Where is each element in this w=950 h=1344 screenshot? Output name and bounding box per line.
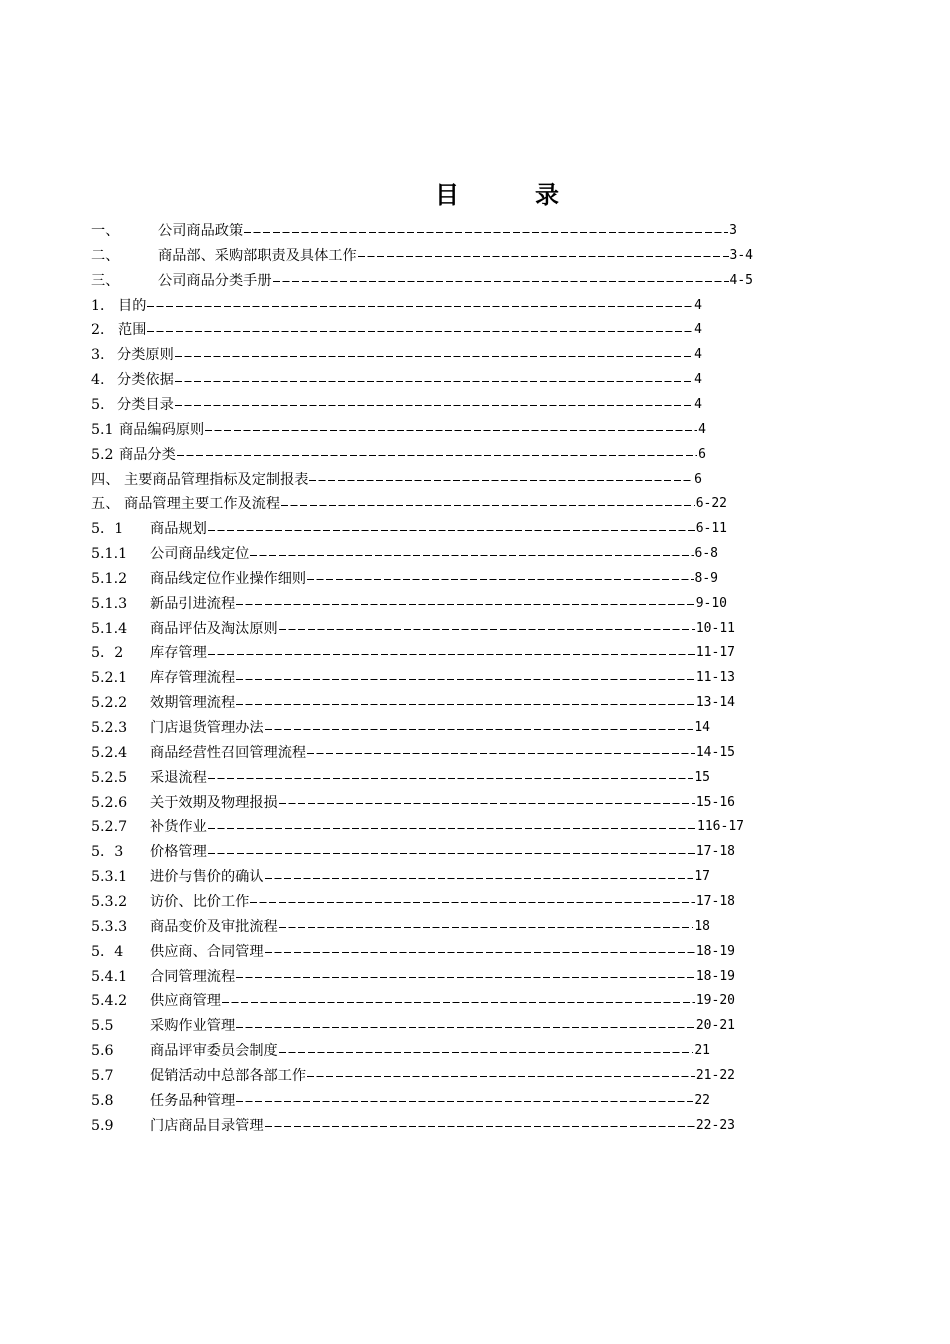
- toc-entry-number: 3.: [91, 347, 105, 364]
- toc-entry-number: 5．1: [91, 521, 124, 538]
- toc-entry-title: 访价、比价工作: [150, 893, 250, 910]
- toc-entry-page: 6-8: [694, 546, 718, 562]
- toc-entry-number: 5.4.2: [91, 993, 128, 1010]
- toc-entry-title: 公司商品分类手册: [158, 272, 272, 289]
- toc-entry-number: 5.1.4: [91, 620, 128, 637]
- toc-entry-title: 采购作业管理: [150, 1018, 236, 1035]
- toc-entry-page: 19-20: [695, 993, 735, 1009]
- toc-entry-page: 22: [694, 1092, 710, 1108]
- toc-entry-page: 4: [694, 396, 702, 412]
- toc-entry-title: 商品线定位作业操作细则: [150, 570, 307, 587]
- toc-leader-line: [273, 281, 729, 282]
- toc-leader-line: [281, 505, 695, 506]
- toc-entry-title: 范围: [118, 322, 147, 339]
- toc-leader-line: [309, 480, 693, 481]
- toc-leader-line: [265, 878, 694, 879]
- toc-leader-line: [307, 579, 693, 580]
- toc-leader-line: [236, 704, 695, 705]
- toc-entry-page: 6-11: [695, 521, 727, 537]
- toc-entry[interactable]: [91, 940, 735, 964]
- toc-entry-number: 5.1: [91, 421, 114, 438]
- toc-entry-page: 6: [698, 446, 706, 462]
- toc-entry-title: 公司商品线定位: [150, 546, 250, 563]
- toc-entry-page: 4: [694, 347, 702, 363]
- toc-entry[interactable]: [91, 1114, 735, 1138]
- toc-entry-number: 三、: [91, 272, 120, 289]
- toc-entry-number: 5.6: [91, 1043, 114, 1060]
- toc-entry-number: 5.7: [91, 1067, 114, 1084]
- toc-entry-title: 库存管理: [150, 645, 207, 662]
- toc-entry-number: 四、: [91, 471, 120, 488]
- toc-entry[interactable]: [91, 915, 710, 939]
- toc-entry-title: 库存管理流程: [150, 670, 236, 687]
- toc-entry[interactable]: [91, 343, 702, 367]
- toc-entry-title: 分类目录: [117, 396, 174, 413]
- toc-leader-line: [307, 1076, 695, 1077]
- toc-entry-number: 5.5: [91, 1018, 114, 1035]
- toc-entry-number: 5.: [91, 396, 105, 413]
- toc-entry-page: 4: [698, 421, 706, 437]
- toc-entry-title: 效期管理流程: [150, 695, 236, 712]
- toc-entry-number: 5.4.1: [91, 968, 128, 985]
- toc-entry-page: 15: [694, 769, 710, 785]
- toc-entry-title: 商品变价及审批流程: [150, 918, 278, 935]
- toc-entry[interactable]: [91, 443, 706, 467]
- toc-entry[interactable]: [91, 716, 710, 740]
- toc-entry-page: 9-10: [695, 595, 727, 611]
- toc-entry-number: 5.8: [91, 1092, 114, 1109]
- toc-entry-page: 14-15: [695, 744, 735, 760]
- toc-leader-line: [177, 455, 697, 456]
- toc-leader-line: [236, 679, 695, 680]
- toc-entry[interactable]: [91, 791, 735, 815]
- toc-entry[interactable]: [91, 840, 735, 864]
- toc-entry-page: 14: [694, 720, 710, 735]
- toc-entry-page: 6-22: [695, 496, 727, 512]
- toc-entry[interactable]: [91, 368, 702, 392]
- toc-entry[interactable]: [91, 1064, 735, 1088]
- toc-entry-title: 商品评估及淘汰原则: [150, 620, 278, 637]
- toc-entry[interactable]: [91, 641, 735, 665]
- toc-entry-number: 5.2.5: [91, 769, 128, 786]
- toc-entry-number: 五、: [91, 496, 120, 513]
- toc-entry[interactable]: [91, 741, 735, 765]
- toc-entry[interactable]: [91, 244, 753, 268]
- toc-leader-line: [279, 803, 695, 804]
- toc-leader-line: [208, 654, 695, 655]
- toc-entry-page: 17-18: [695, 844, 735, 860]
- toc-leader-line: [236, 977, 695, 978]
- toc-entry-page: 11-13: [695, 670, 735, 686]
- toc-entry-number: 4.: [91, 372, 105, 389]
- toc-entry[interactable]: [91, 219, 737, 243]
- toc-entry-title: 促销活动中总部各部工作: [150, 1067, 307, 1084]
- toc-entry[interactable]: [91, 468, 702, 492]
- toc-title-char-1: 目: [435, 180, 459, 209]
- toc-leader-line: [208, 828, 696, 829]
- toc-entry-number: 一、: [91, 223, 120, 239]
- toc-entry[interactable]: [91, 1014, 735, 1038]
- toc-entry-number: 5.1.3: [91, 595, 128, 612]
- toc-entry-title: 供应商管理: [150, 993, 221, 1010]
- toc-leader-line: [236, 1101, 693, 1102]
- toc-entry-page: 4: [694, 372, 702, 388]
- toc-leader-line: [279, 629, 695, 630]
- toc-entry-title: 门店退货管理办法: [150, 720, 264, 736]
- toc-leader-line: [147, 306, 693, 307]
- toc-entry-number: 5.2.2: [91, 695, 128, 712]
- toc-entry-page: 4: [694, 297, 702, 313]
- toc-leader-line: [208, 853, 695, 854]
- toc-leader-line: [250, 902, 695, 903]
- toc-entry-page: 3-4: [729, 247, 753, 263]
- toc-entry-title: 商品编码原则: [119, 421, 205, 438]
- toc-entry-title: 商品部、采购部职责及具体工作: [158, 247, 357, 264]
- toc-entry[interactable]: [91, 592, 727, 616]
- toc-leader-line: [358, 256, 729, 257]
- toc-entry-title: 新品引进流程: [150, 595, 236, 612]
- toc-entry-title: 采退流程: [150, 769, 207, 786]
- toc-entry-title: 商品经营性召回管理流程: [150, 744, 307, 761]
- toc-entry-number: 5.3.3: [91, 918, 128, 935]
- toc-entry-number: 5.2.3: [91, 720, 128, 736]
- toc-entry-page: 3: [729, 223, 737, 238]
- toc-entry-title: 商品评审委员会制度: [150, 1043, 278, 1060]
- toc-entry[interactable]: [91, 1089, 710, 1113]
- toc-entry-number: 5.2.7: [91, 819, 128, 836]
- toc-entry[interactable]: [91, 691, 735, 715]
- toc-entry-number: 5．3: [91, 844, 124, 861]
- toc-entry-number: 5.1.1: [91, 546, 128, 563]
- toc-entry-title: 目的: [118, 297, 147, 314]
- toc-entry-number: 2．: [91, 322, 115, 339]
- toc-entry-page: 21-22: [695, 1067, 735, 1083]
- toc-leader-line: [279, 1052, 694, 1053]
- toc-entry-title: 分类依据: [117, 372, 174, 389]
- toc-entry-title: 主要商品管理指标及定制报表: [124, 471, 309, 488]
- toc-leader-line: [244, 232, 728, 233]
- toc-entry-title: 合同管理流程: [150, 968, 236, 985]
- toc-entry[interactable]: [91, 890, 735, 914]
- toc-leader-line: [175, 405, 693, 406]
- toc-entry-page: 17: [694, 869, 710, 885]
- toc-entry-page: 18: [694, 918, 710, 934]
- toc-entry[interactable]: [91, 965, 735, 989]
- toc-entry-number: 5.2: [91, 446, 114, 463]
- toc-entry-number: 5.1.2: [91, 570, 128, 587]
- toc-entry[interactable]: [91, 617, 735, 641]
- toc-entry[interactable]: [91, 492, 727, 516]
- toc-entry-page: 6: [694, 471, 702, 487]
- toc-entry[interactable]: [91, 567, 718, 591]
- toc-entry-page: 116-17: [697, 819, 744, 835]
- toc-entry[interactable]: [91, 815, 744, 839]
- toc-entry-title: 进价与售价的确认: [150, 869, 264, 886]
- toc-leader-line: [208, 530, 695, 531]
- toc-entry-title: 关于效期及物理报损: [150, 794, 278, 811]
- toc-entry-page: 21: [694, 1043, 710, 1059]
- toc-entry-title: 商品管理主要工作及流程: [124, 496, 281, 513]
- toc-leader-line: [175, 381, 693, 382]
- toc-entry-number: 5．2: [91, 645, 124, 662]
- toc-entry-page: 4: [694, 322, 702, 338]
- toc-entry[interactable]: [91, 542, 718, 566]
- toc-entry-number: 二、: [91, 247, 120, 264]
- toc-leader-line: [205, 430, 697, 431]
- toc-entry[interactable]: [91, 517, 727, 541]
- toc-entry-page: 22-23: [695, 1117, 735, 1133]
- toc-entry-page: 8-9: [694, 570, 718, 586]
- toc-entry-number: 5.3.2: [91, 893, 128, 910]
- toc-entry-page: 15-16: [695, 794, 735, 810]
- toc-entry-title: 商品分类: [119, 446, 176, 463]
- toc-entry-number: 5.2.6: [91, 794, 128, 811]
- toc-entry[interactable]: [91, 766, 710, 790]
- toc-leader-line: [265, 729, 694, 730]
- toc-entry[interactable]: [91, 393, 702, 417]
- toc-entry[interactable]: [91, 989, 735, 1013]
- toc-entry-title: 公司商品政策: [158, 223, 244, 239]
- toc-entry[interactable]: [91, 418, 706, 442]
- toc-entry-page: 13-14: [695, 695, 735, 711]
- toc-leader-line: [147, 331, 693, 332]
- toc-entry-number: 5.3.1: [91, 869, 128, 886]
- toc-leader-line: [236, 1027, 695, 1028]
- toc-title: [0, 178, 950, 212]
- toc-entry-number: 1．: [91, 297, 115, 314]
- toc-entry-title: 商品规划: [150, 521, 207, 538]
- toc-entry-number: 5．4: [91, 943, 124, 960]
- toc-entry[interactable]: [91, 865, 710, 889]
- toc-entry[interactable]: [91, 318, 702, 342]
- toc-leader-line: [250, 555, 693, 556]
- toc-leader-line: [208, 778, 694, 779]
- toc-entry-title: 供应商、合同管理: [150, 943, 264, 960]
- toc-leader-line: [307, 753, 695, 754]
- toc-entry-title: 任务品种管理: [150, 1092, 236, 1109]
- toc-leader-line: [265, 1126, 695, 1127]
- toc-leader-line: [236, 604, 695, 605]
- toc-entry-page: 18-19: [695, 943, 735, 959]
- toc-entry-page: 17-18: [695, 893, 735, 909]
- toc-leader-line: [279, 927, 694, 928]
- toc-entry-title: 补货作业: [150, 819, 207, 836]
- toc-entry-number: 5.2.4: [91, 744, 128, 761]
- toc-entry-page: 18-19: [695, 968, 735, 984]
- toc-entry[interactable]: [91, 269, 753, 293]
- toc-entry-page: 4-5: [729, 272, 753, 288]
- toc-leader-line: [265, 952, 695, 953]
- toc-entry[interactable]: [91, 294, 702, 318]
- toc-entry-page: 11-17: [695, 645, 735, 661]
- toc-entry-title: 门店商品目录管理: [150, 1117, 264, 1134]
- toc-entry-title: 分类原则: [117, 347, 174, 364]
- toc-title-char-2: 录: [535, 180, 559, 209]
- toc-entry-title: 价格管理: [150, 844, 207, 861]
- toc-entry[interactable]: [91, 666, 735, 690]
- toc-entry[interactable]: [91, 1039, 710, 1063]
- toc-leader-line: [175, 356, 693, 357]
- toc-leader-line: [222, 1002, 695, 1003]
- toc-entry-page: 10-11: [695, 620, 735, 636]
- toc-entry-page: 20-21: [695, 1018, 735, 1034]
- toc-entry-number: 5.9: [91, 1117, 114, 1134]
- toc-entry-number: 5.2.1: [91, 670, 128, 687]
